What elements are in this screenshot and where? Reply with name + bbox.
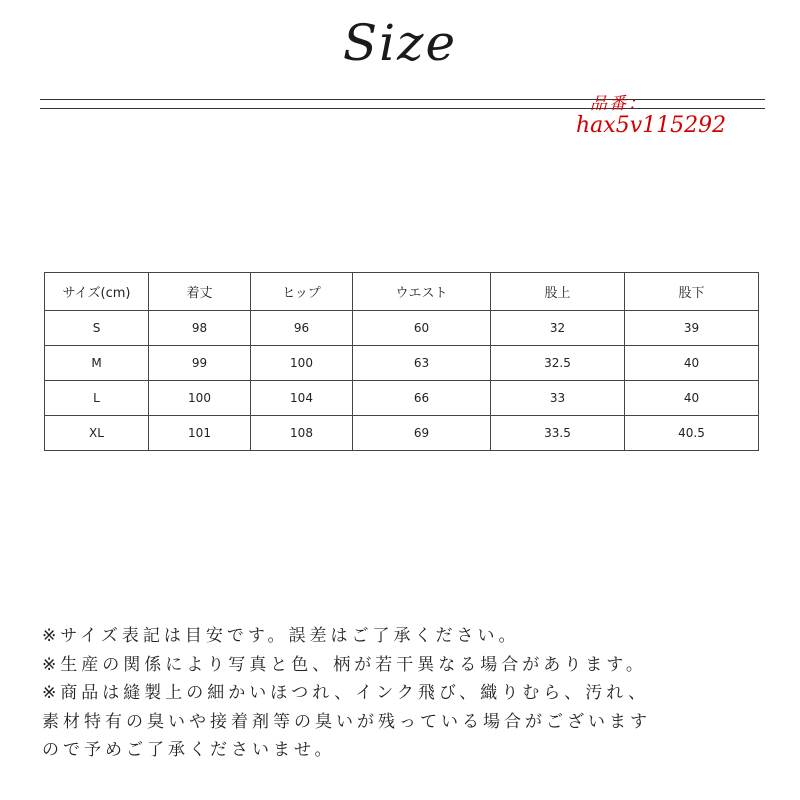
- waist-cell: 69: [353, 416, 491, 451]
- product-code: [576, 96, 726, 137]
- page-title: Size: [342, 14, 458, 72]
- product-code-value: hax5v115292: [576, 113, 727, 138]
- table-row: [45, 311, 759, 346]
- length-cell: 99: [149, 346, 251, 381]
- product-code-label: 品番：: [590, 94, 647, 114]
- table-row: [45, 416, 759, 451]
- header-length: 着丈: [149, 273, 251, 311]
- size-cell: M: [45, 346, 149, 381]
- header-rise: 股上: [491, 273, 625, 311]
- inseam-cell: 40: [625, 346, 759, 381]
- rise-cell: 33.5: [491, 416, 625, 451]
- waist-cell: 66: [353, 381, 491, 416]
- header-waist: ウエスト: [353, 273, 491, 311]
- table-row: [45, 381, 759, 416]
- rise-cell: 32.5: [491, 346, 625, 381]
- waist-cell: 60: [353, 311, 491, 346]
- note-line: 素材特有の臭いや接着剤等の臭いが残っている場合がございます: [42, 711, 651, 732]
- note-line: ※商品は縫製上の細かいほつれ、インク飛び、織りむら、汚れ、: [42, 683, 650, 703]
- note-line: ※生産の関係により写真と色、柄が若干異なる場合があります。: [42, 654, 647, 675]
- header-hip: ヒップ: [251, 273, 353, 311]
- rise-cell: 33: [491, 381, 625, 416]
- hip-cell: 96: [251, 311, 353, 346]
- size-cell: XL: [45, 416, 149, 451]
- inseam-cell: 40.5: [625, 416, 759, 451]
- inseam-cell: 39: [625, 311, 759, 346]
- size-notes: [42, 622, 782, 765]
- table-row: [45, 346, 759, 381]
- size-cell: S: [45, 311, 149, 346]
- rise-cell: 32: [491, 311, 625, 346]
- length-cell: 98: [149, 311, 251, 346]
- length-cell: 100: [149, 381, 251, 416]
- note-line: ので予めご了承くださいませ。: [42, 740, 336, 760]
- length-cell: 101: [149, 416, 251, 451]
- waist-cell: 63: [353, 346, 491, 381]
- hip-cell: 108: [251, 416, 353, 451]
- hip-cell: 100: [251, 346, 353, 381]
- hip-cell: 104: [251, 381, 353, 416]
- size-table-header-row: [45, 273, 759, 311]
- note-line: ※サイズ表記は目安です。誤差はご了承ください。: [42, 626, 520, 646]
- size-table: [44, 272, 759, 451]
- inseam-cell: 40: [625, 381, 759, 416]
- header-size: サイズ(cm): [45, 273, 149, 311]
- header-inseam: 股下: [625, 273, 759, 311]
- size-cell: L: [45, 381, 149, 416]
